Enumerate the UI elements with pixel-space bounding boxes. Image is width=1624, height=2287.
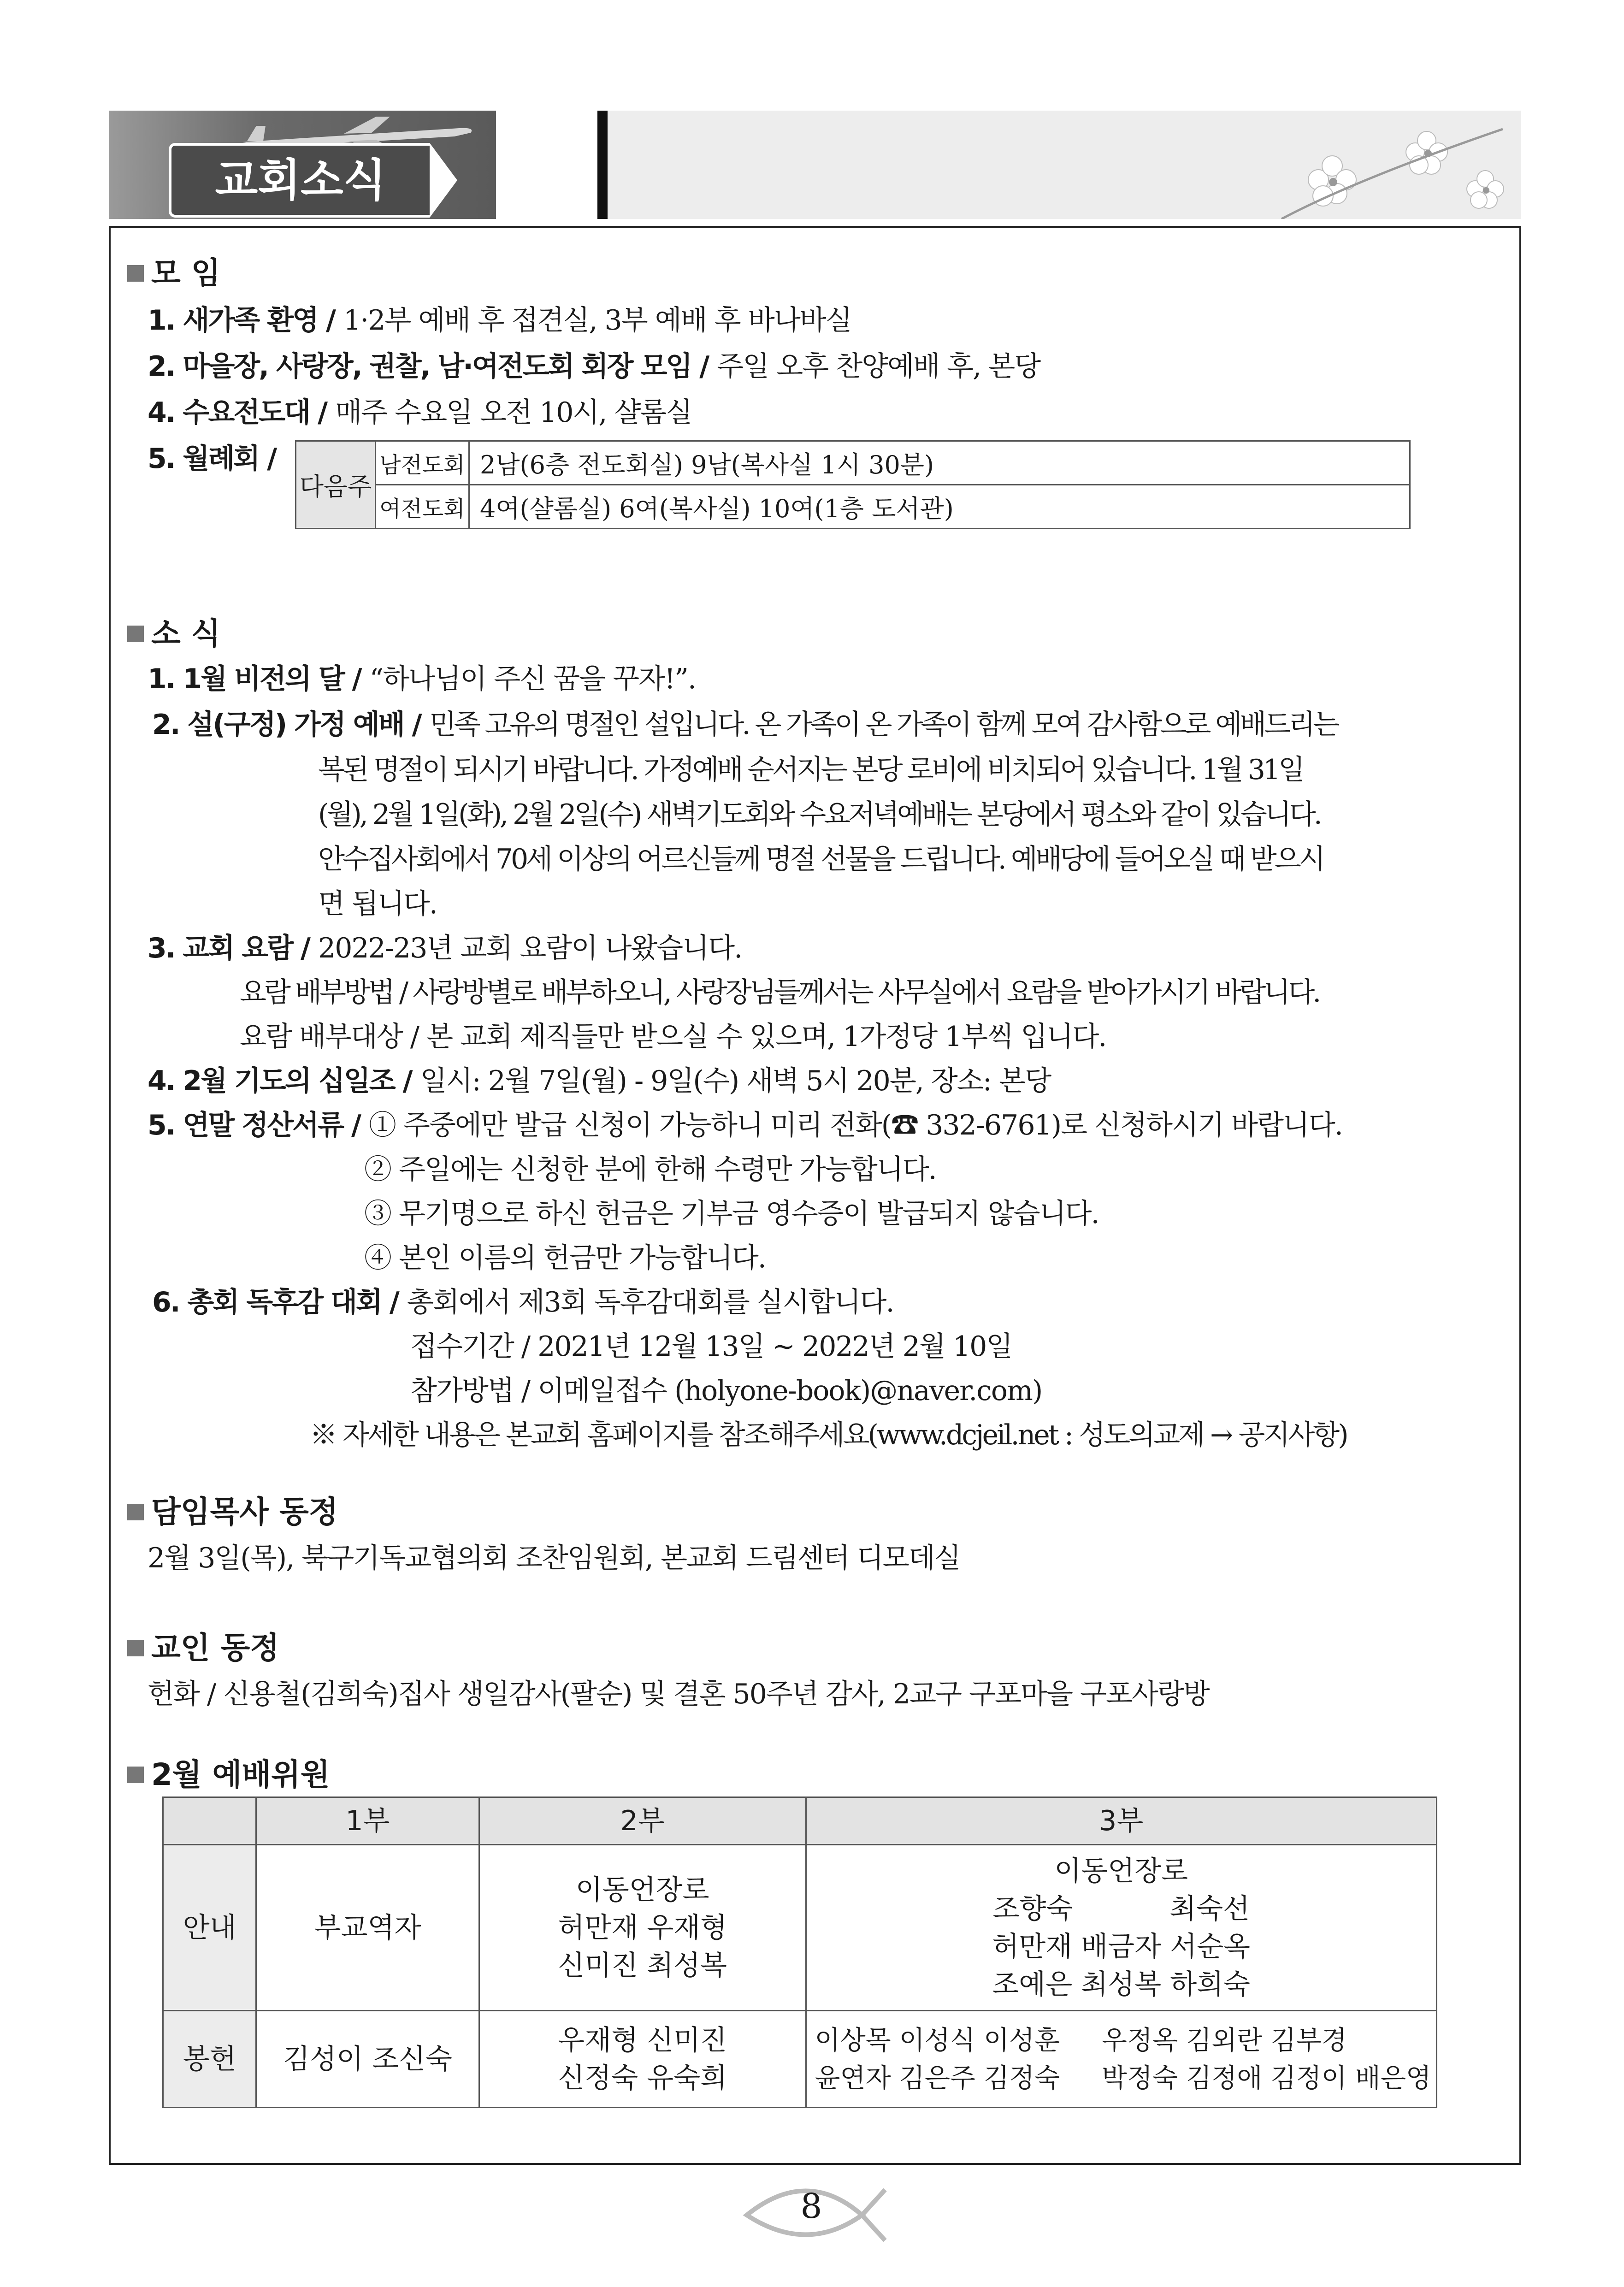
table-cell — [479, 1845, 806, 2011]
table-header-cell: 1부 — [256, 1797, 479, 1845]
members-heading: 교인 동정 — [127, 1627, 279, 1669]
news-item-2-line: 복된 명절이 되시기 바랍니다. 가정예배 순서지는 본당 로비에 비치되어 있습니다. 1월 31일 — [318, 754, 1303, 786]
news-item-5: 5. 연말 정산서류 / ① 주중에만 발급 신청이 가능하니 미리 전화(☎ 332-6761)로 신청하시기 바랍니다. — [148, 1109, 1342, 1141]
news-item-6: 6. 총회 독후감 대회 / 총회에서 제3회 독후감대회를 실시합니다. — [152, 1286, 894, 1318]
meeting-item-4: 4. 수요전도대 / 매주 수요일 오전 10시, 샬롬실 — [148, 396, 692, 429]
meetings-heading: 모 임 — [127, 253, 221, 294]
meeting-item-1: 1. 새가족 환영 / 1·2부 예배 후 접견실, 3부 예배 후 바나바실 — [148, 304, 851, 337]
pastor-text: 2월 3일(목), 북구기독교협의회 조찬임원회, 본교회 드림센터 디모데실 — [148, 1542, 960, 1574]
news-item-2-line: (월), 2월 1일(화), 2월 2일(수) 새벽기도회와 수요저녁예배는 본당에서 평소와 같이 있습니다. — [318, 798, 1320, 831]
news-item-5-line: ② 주일에는 신청한 분에 한해 수령만 가능합니다. — [364, 1153, 936, 1186]
table-header-cell: 2부 — [479, 1797, 806, 1845]
table-header-cell: 3부 — [806, 1797, 1437, 1845]
page-number: 8 — [800, 2187, 822, 2226]
table-cell-line: 신미진 최성복 — [558, 1949, 727, 1982]
monthly-meeting-table — [295, 440, 1411, 529]
table-row-label: 안내 — [163, 1845, 256, 2011]
news-item-2-line: 안수집사회에서 70세 이상의 어르신들께 명절 선물을 드립니다. 예배당에 들어오실 때 받으시 — [318, 843, 1323, 875]
bullet-square-icon — [127, 626, 144, 642]
table-cell-group: 남전도회 — [376, 441, 469, 485]
table-cell-detail: 4여(샬롬실) 6여(복사실) 10여(1층 도서관) — [469, 485, 1410, 529]
table-cell-line: 우재형 신미진 — [558, 2024, 727, 2057]
table-cell-line: 조예은 최성복 하희숙 — [992, 1968, 1251, 2001]
table-cell: 김성이 조신숙 — [256, 2011, 479, 2108]
table-row — [163, 2011, 1437, 2108]
news-item-6-line: 접수기간 / 2021년 12월 13일 ~ 2022년 2월 10일 — [410, 1330, 1012, 1363]
table-cell: 부교역자 — [256, 1845, 479, 2011]
table-header-row — [163, 1797, 1437, 1845]
bullet-square-icon — [127, 1640, 144, 1656]
table-cell-detail: 2남(6층 전도회실) 9남(복사실 1시 30분) — [469, 441, 1410, 485]
banner-photo — [109, 111, 496, 219]
table-row — [163, 1845, 1437, 2011]
table-row-label: 봉헌 — [163, 2011, 256, 2108]
bullet-square-icon — [127, 265, 144, 282]
flower-decoration-icon — [1263, 111, 1521, 219]
news-item-6-line: 참가방법 / 이메일접수 (holyone-book)@naver.com) — [410, 1375, 1042, 1407]
news-item-1: 1. 1월 비전의 달 / “하나님이 주신 꿈을 꾸자!”. — [148, 663, 696, 695]
news-item-5-line: ③ 무기명으로 하신 헌금은 기부금 영수증이 발급되지 않습니다. — [364, 1198, 1099, 1230]
news-item-2-line: 면 됩니다. — [318, 888, 437, 920]
table-cell-line: 신정숙 유숙희 — [558, 2062, 727, 2094]
worship-table — [162, 1797, 1437, 2108]
worship-heading: 2월 예배위원 — [127, 1754, 330, 1796]
table-cell-group: 여전도회 — [376, 485, 469, 529]
news-item-6-note: ※ 자세한 내용은 본교회 홈페이지를 참조해주세요(www.dcjeil.net : 성도의교제 → 공지사항) — [310, 1419, 1347, 1451]
news-item-3-line: 요람 배부방법 / 사랑방별로 배부하오니, 사랑장님들께서는 사무실에서 요람을 받아가시기 바랍니다. — [240, 976, 1319, 1009]
table-cell-line: 허만재 우재형 — [558, 1911, 727, 1944]
table-cell — [806, 1845, 1437, 2011]
table-row — [296, 441, 1410, 485]
members-text: 헌화 / 신용철(김희숙)집사 생일감사(팔순) 및 결혼 50주년 감사, 2교구 구포마을 구포사랑방 — [148, 1678, 1209, 1710]
table-cell-line: 윤연자 김은주 김정숙 박정숙 김정애 김정이 배은영 — [815, 2062, 1431, 2093]
table-cell-line: 이동언장로 — [1054, 1855, 1188, 1887]
table-cell-line: 이동언장로 — [575, 1873, 709, 1906]
section-title: 교회소식 — [169, 143, 430, 218]
meeting-item-5: 5. 월례회 / — [148, 443, 276, 475]
banner-divider — [496, 111, 608, 219]
table-cell-category: 다음주 — [296, 441, 376, 529]
table-header-empty — [163, 1797, 256, 1845]
banner-divider-bar — [597, 111, 608, 219]
bullet-square-icon — [127, 1767, 144, 1783]
news-item-4: 4. 2월 기도의 십일조 / 일시: 2월 7일(월) - 9일(수) 새벽 5시 20분, 장소: 본당 — [148, 1065, 1051, 1097]
news-item-2: 2. 설(구정) 가정 예배 / 민족 고유의 명절인 설입니다. 온 가족이 온 가족이 함께 모여 감사함으로 예배드리는 — [152, 709, 1338, 741]
table-cell-line: 이상목 이성식 이성훈 우정옥 김외란 김부경 — [815, 2025, 1347, 2056]
bullet-square-icon — [127, 1504, 144, 1520]
meeting-item-2: 2. 마을장, 사랑장, 권찰, 남·여전도회 회장 모임 / 주일 오후 찬양예배 후, 본당 — [148, 350, 1040, 383]
news-item-5-line: ④ 본인 이름의 헌금만 가능합니다. — [364, 1242, 766, 1274]
news-heading: 소 식 — [127, 613, 221, 655]
table-row — [296, 485, 1410, 529]
pastor-heading: 담임목사 동정 — [127, 1491, 338, 1533]
news-item-3: 3. 교회 요람 / 2022-23년 교회 요람이 나왔습니다. — [148, 932, 742, 964]
table-cell — [806, 2011, 1437, 2108]
header-banner — [109, 111, 1521, 219]
table-cell-line: 허만재 배금자 서순옥 — [992, 1930, 1251, 1963]
table-cell-line: 조향숙 최숙선 — [992, 1892, 1250, 1925]
table-cell — [479, 2011, 806, 2108]
news-item-3-line: 요람 배부대상 / 본 교회 제직들만 받으실 수 있으며, 1가정당 1부씩 입니다. — [240, 1021, 1106, 1053]
